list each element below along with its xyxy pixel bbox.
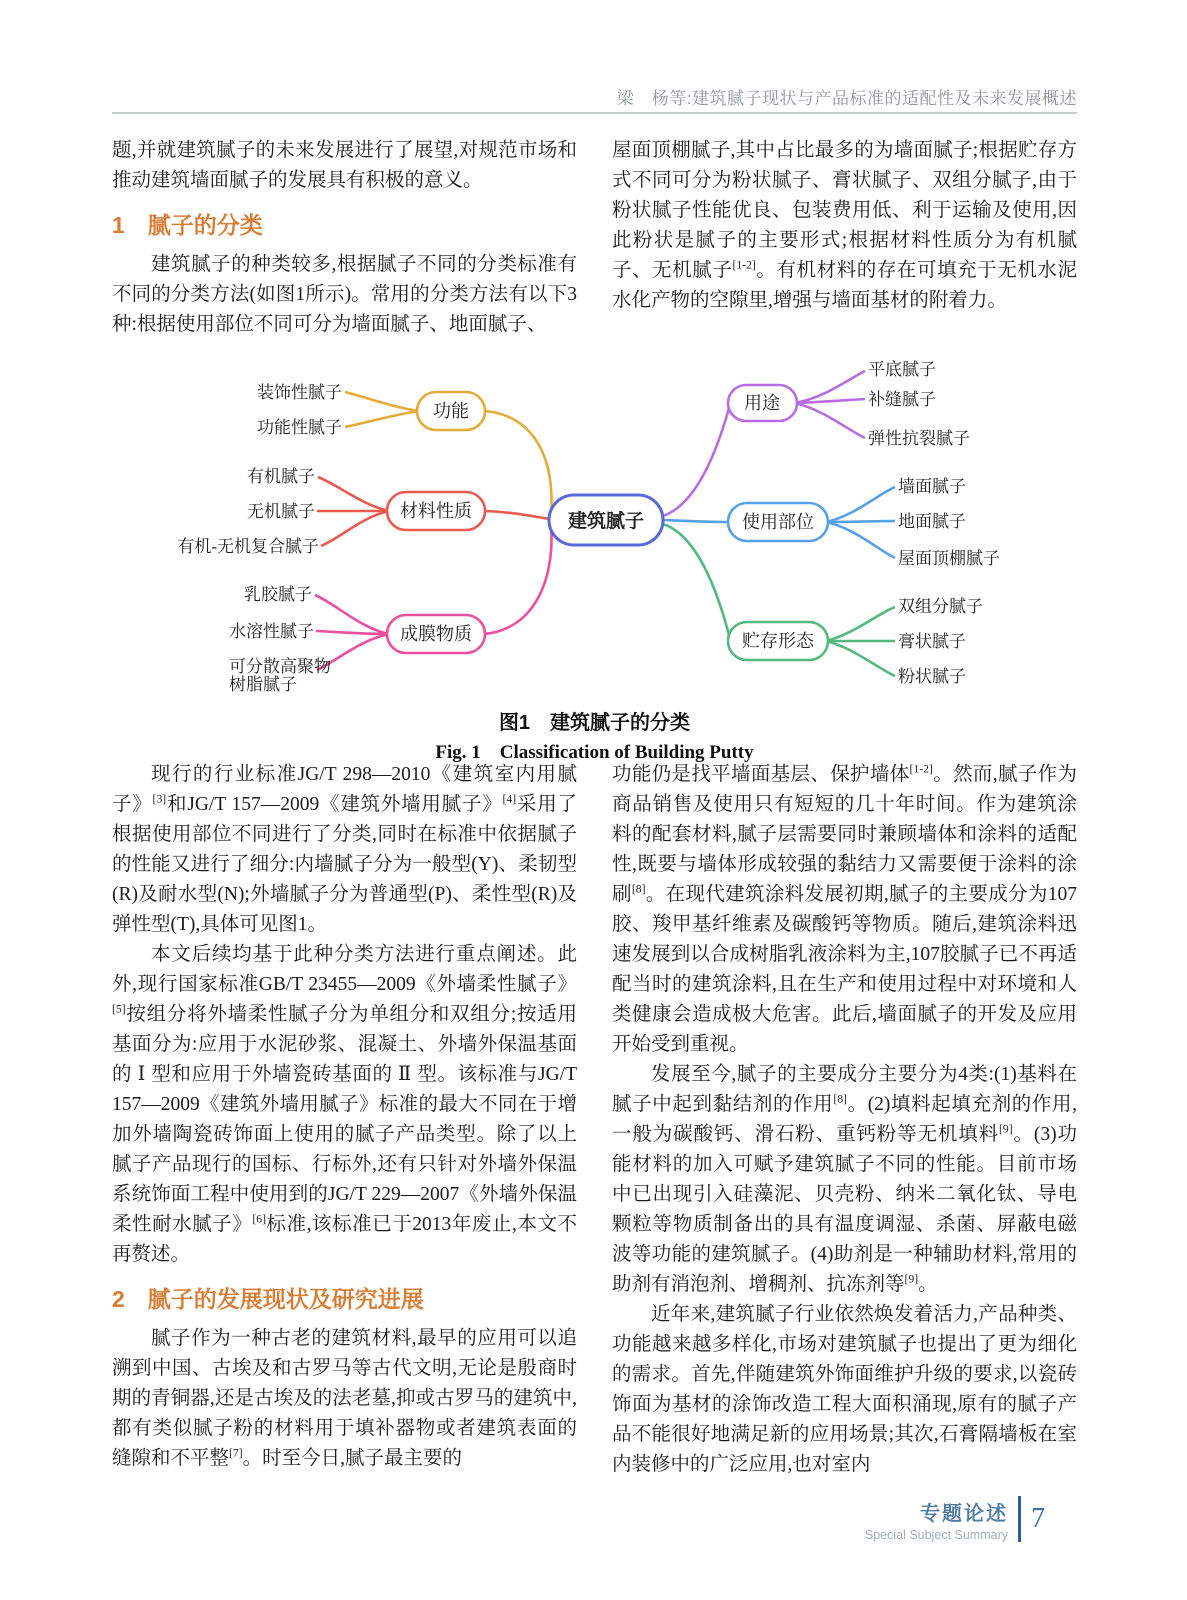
leaf-label: 膏状腻子	[898, 632, 966, 651]
node-label: 功能	[433, 401, 469, 421]
leaf-label: 补缝腻子	[868, 390, 936, 409]
figure-1	[112, 350, 1077, 764]
leaf-label: 功能性腻子	[257, 418, 342, 437]
leaf-label: 有机腻子	[247, 467, 315, 486]
node-label: 贮存形态	[742, 631, 814, 651]
mindmap-diagram	[112, 350, 1077, 702]
figure-caption-zh: 图1 建筑腻子的分类	[498, 712, 691, 734]
section-heading-1: 1 腻子的分类	[112, 212, 263, 238]
paragraph: 现行的行业标准JG/T 298—2010《建筑室内用腻子》[3]和JG/T 157—2009《建筑外墙用腻子》[4]采用了根据使用部位不同进行了分类,同时在标准中依据腻子的性能又进行了细分:内墙腻子分为一般型(Y)、柔韧型(R)及耐水型(N);外墙腻子分为普通型(P)、柔性型(R)及弹性型(T),具体可见图1。	[112, 764, 577, 935]
footer-section-en: Special Subject Summary	[864, 1527, 1008, 1542]
text-row-top	[112, 136, 1077, 340]
left-column-bottom	[112, 760, 577, 1480]
leaf-label: 墙面腻子	[898, 477, 966, 496]
paragraph: 屋面顶棚腻子,其中占比最多的为墙面腻子;根据贮存方式不同可分为粉状腻子、膏状腻子、双组分腻子,由于粉状腻子性能优良、包装费用低、利于运输及使用,因此粉状是腻子的主要形式;根据材料性质分为有机腻子、无机腻子[1-2]。有机材料的存在可填充于无机水泥水化产物的空隙里,增强与墙面基材的附着力。	[612, 140, 1077, 311]
paragraph: 本文后续均基于此种分类方法进行重点阐述。此外,现行国家标准GB/T 23455—2009《外墙柔性腻子》[5]按组分将外墙柔性腻子分为单组分和双组分;按适用基面分为:应用于水泥砂浆、混凝土、外墙外保温基面的 Ⅰ 型和应用于外墙瓷砖基面的 Ⅱ 型。该标准与JG/T 157—2009《建筑外墙用腻子》标准的最大不同在于增加外墙陶瓷砖饰面上使用的腻子产品类型。除了以上腻子产品现行的国标、行标外,还有只针对外墙外保温系统饰面工程中使用到的JG/T 229—2007《外墙外保温柔性耐水腻子》[6]标准,该标准已于2013年废止,本文不再赘述。	[112, 944, 577, 1265]
footer-section-labels	[865, 1497, 1008, 1542]
branch-film-forming	[315, 524, 552, 670]
leaf-label: 地面腻子	[898, 512, 966, 531]
leaf-label: 树脂腻子	[229, 675, 297, 694]
leaf-label: 屋面顶棚腻子	[898, 549, 1000, 568]
node-label: 成膜物质	[400, 624, 472, 644]
text-row-bottom	[112, 760, 1077, 1480]
leaf-label: 可分散高聚物	[229, 657, 331, 676]
leaf-label: 双组分腻子	[898, 597, 983, 616]
section-heading-2: 2 腻子的发展现状及研究进展	[112, 1286, 424, 1312]
leaf-label: 有机-无机复合腻子	[177, 537, 319, 556]
paragraph: 近年来,建筑腻子行业依然焕发着活力,产品种类、功能越来越多样化,市场对建筑腻子也提出了更为细化的需求。首先,伴随建筑外饰面维护升级的要求,以瓷砖饰面为基材的涂饰改造工程大面积涌现,原有的腻子产品不能很好地满足新的应用场景;其次,石膏隔墙板在室内装修中的广泛应用,也对室内	[612, 1304, 1077, 1475]
figure-caption-en: Fig. 1 Classification of Building Putty	[435, 742, 754, 763]
footer-divider-bar	[1018, 1496, 1021, 1542]
paragraph: 发展至今,腻子的主要成分主要分为4类:(1)基料在腻子中起到黏结剂的作用[8]。(2)填料起填充剂的作用,一般为碳酸钙、滑石粉、重钙粉等无机填料[9]。(3)功能材料的加入可赋予建筑腻子不同的性能。目前市场中已出现引入硅藻泥、贝壳粉、纳米二氧化钛、导电颗粒等物质制备出的具有温度调湿、杀菌、屏蔽电磁波等功能的建筑腻子。(4)助剂是一种辅助材料,常用的助剂有消泡剂、增稠剂、抗冻剂等[9]。	[612, 1064, 1077, 1295]
header-rule	[112, 112, 1077, 114]
leaf-label: 弹性抗裂腻子	[868, 429, 970, 448]
leaf-label: 乳胶腻子	[244, 585, 312, 604]
right-column-top	[612, 136, 1077, 340]
paragraph: 腻子作为一种古老的建筑材料,最早的应用可以追溯到中国、古埃及和古罗马等古代文明,无论是殷商时期的青铜器,还是古埃及的法老墓,抑或古罗马的建筑中,都有类似腻子粉的材料用于填补器物或者建筑表面的缝隙和不平整[7]。时至今日,腻子最主要的	[112, 1328, 577, 1469]
leaf-label: 装饰性腻子	[257, 383, 342, 402]
branch-storage-form	[663, 524, 895, 676]
leaf-label: 平底腻子	[868, 360, 936, 379]
right-column-bottom	[612, 760, 1077, 1480]
leaf-label: 粉状腻子	[898, 667, 966, 686]
root-node-label: 建筑腻子	[567, 511, 645, 532]
paragraph: 功能仍是找平墙面基层、保护墙体[1-2]。然而,腻子作为商品销售及使用只有短短的几十年时间。作为建筑涂料的配套材料,腻子层需要同时兼顾墙体和涂料的适配性,既要与墙体形成较强的黏结力又需要便于涂料的涂刷[8]。在现代建筑涂料发展初期,腻子的主要成分为107胶、羧甲基纤维素及碳酸钙等物质。随后,建筑涂料迅速发展到以合成树脂乳液涂料为主,107胶腻子已不再适配当时的建筑涂料,且在生产和使用过程中对环境和人类健康会造成极大危害。此后,墙面腻子的开发及应用开始受到重视。	[612, 762, 1077, 1055]
node-label: 用途	[744, 393, 780, 413]
paragraph: 题,并就建筑腻子的未来发展进行了展望,对规范市场和推动建筑墙面腻子的发展具有积极的意义。	[112, 140, 577, 191]
leaf-label: 水溶性腻子	[229, 622, 314, 641]
node-label: 使用部位	[742, 512, 814, 532]
node-label: 材料性质	[400, 501, 472, 521]
footer-section-zh: 专题论述	[920, 1502, 1008, 1525]
page-footer	[865, 1496, 1045, 1542]
left-column-top	[112, 136, 577, 340]
running-header: 梁 杨等:建筑腻子现状与产品标准的适配性及未来发展概述	[616, 89, 1077, 108]
leaf-label: 无机腻子	[247, 502, 315, 521]
paragraph: 建筑腻子的种类较多,根据腻子不同的分类标准有不同的分类方法(如图1所示)。常用的分类方法有以下3种:根据使用部位不同可分为墙面腻子、地面腻子、	[112, 254, 577, 335]
page-number: 7	[1031, 1503, 1045, 1534]
